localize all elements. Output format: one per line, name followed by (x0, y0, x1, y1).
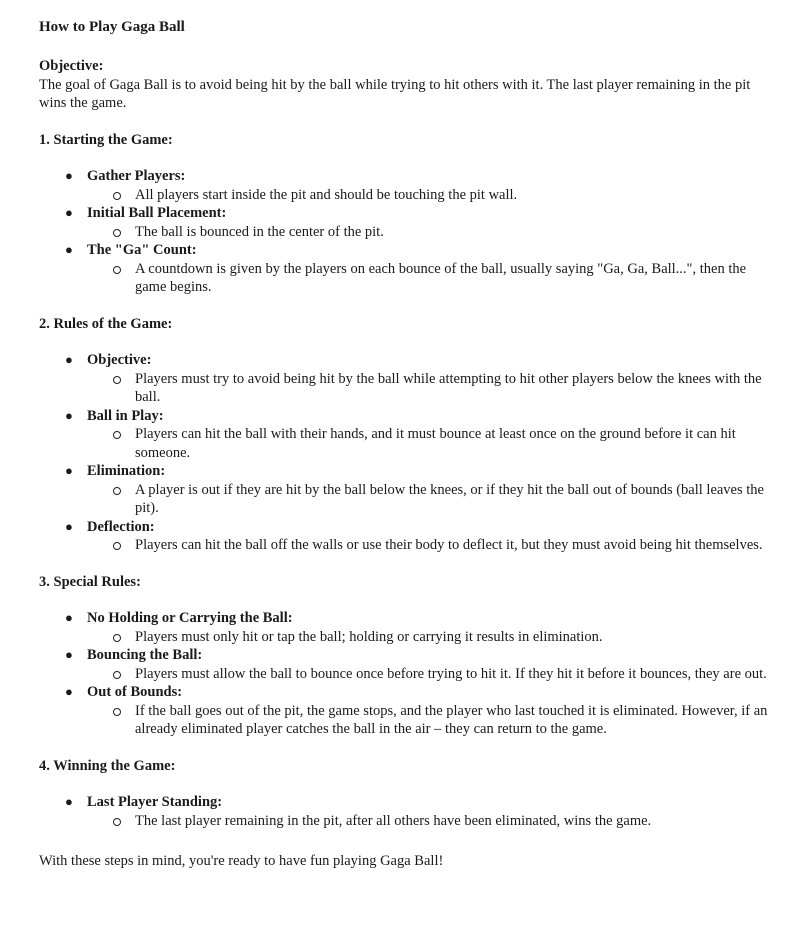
bullet-icon: ● (65, 794, 73, 809)
list-item (65, 462, 769, 518)
bullet-icon: ● (65, 352, 73, 367)
sub-item (135, 702, 769, 739)
circle-bullet-icon (113, 266, 121, 274)
bullet-icon: ● (65, 168, 73, 183)
sub-item (135, 260, 769, 297)
sub-item (135, 223, 769, 242)
section-winning (39, 757, 769, 831)
list-item (65, 793, 769, 830)
circle-bullet-icon (113, 542, 121, 550)
item-label: Bouncing the Ball: (87, 647, 203, 663)
sub-item (135, 812, 769, 831)
list-item (65, 609, 769, 646)
sub-item (135, 536, 769, 555)
section-heading: 1. Starting the Game: (39, 131, 173, 148)
item-detail: Players can hit the ball with their hands, and it must bounce at least once on the ground before it can hit someone. (135, 426, 736, 461)
section-item-list (39, 793, 769, 830)
item-detail: Players must try to avoid being hit by the ball while attempting to hit other players below the knees with the ball. (135, 370, 762, 405)
item-label: Last Player Standing: (87, 794, 223, 810)
document-title: How to Play Gaga Ball (39, 19, 185, 35)
sub-item (135, 481, 769, 518)
sub-item (135, 186, 769, 205)
item-label: Elimination: (87, 463, 166, 479)
item-detail: The last player remaining in the pit, after all others have been eliminated, wins the game. (135, 812, 652, 829)
list-item (65, 518, 769, 555)
item-detail: Players must only hit or tap the ball; holding or carrying it results in elimination. (135, 628, 603, 645)
section-item-list (39, 167, 769, 297)
item-detail: Players can hit the ball off the walls or use their body to deflect it, but they must avoid being hit themselves. (135, 537, 763, 553)
item-label: Ball in Play: (87, 407, 164, 424)
list-item (65, 646, 769, 683)
section-heading: 3. Special Rules: (39, 573, 141, 590)
section-item-list (39, 351, 769, 555)
circle-bullet-icon (113, 708, 121, 716)
document-page (39, 18, 769, 871)
bullet-icon: ● (65, 610, 73, 625)
bullet-icon: ● (65, 684, 73, 699)
list-item (65, 683, 769, 739)
circle-bullet-icon (113, 192, 121, 200)
bullet-icon: ● (65, 518, 73, 534)
list-item (65, 351, 769, 407)
section-rules (39, 315, 769, 555)
circle-bullet-icon (113, 229, 121, 237)
circle-bullet-icon (113, 634, 121, 642)
item-detail: The ball is bounced in the center of the pit. (135, 223, 384, 240)
item-detail: Players must allow the ball to bounce once before trying to hit it. If they hit it before it bounces, they are out. (135, 665, 767, 682)
item-label: No Holding or Carrying the Ball: (87, 610, 293, 626)
circle-bullet-icon (113, 376, 121, 384)
sub-item (135, 665, 769, 684)
item-label: Objective: (87, 352, 152, 368)
item-label: Out of Bounds: (87, 684, 183, 700)
list-item (65, 407, 769, 463)
bullet-icon: ● (65, 463, 73, 478)
circle-bullet-icon (113, 818, 121, 826)
circle-bullet-icon (113, 487, 121, 495)
item-label: Initial Ball Placement: (87, 205, 227, 221)
section-heading: 4. Winning the Game: (39, 757, 176, 774)
item-label: Gather Players: (87, 168, 186, 184)
item-detail: A countdown is given by the players on each bounce of the ball, usually saying "Ga, Ga, Ball...", then the game begins. (135, 260, 747, 295)
item-label: The "Ga" Count: (87, 242, 197, 258)
bullet-icon: ● (65, 205, 73, 220)
sub-item (135, 425, 769, 462)
list-item (65, 204, 769, 241)
section-starting (39, 131, 769, 297)
closing-text: With these steps in mind, you're ready to have fun playing Gaga Ball! (39, 853, 444, 869)
objective-block (39, 57, 769, 113)
bullet-icon: ● (65, 242, 73, 257)
objective-text: The goal of Gaga Ball is to avoid being hit by the ball while trying to hit others with it. The last player remaining in the pit wins the game. (39, 76, 751, 111)
item-detail: If the ball goes out of the pit, the game stops, and the player who last touched it is eliminated. However, if an already eliminated player catches the ball in the air – they can return to the game. (135, 702, 768, 737)
sub-item (135, 628, 769, 647)
objective-label: Objective: (39, 58, 104, 74)
item-detail: All players start inside the pit and should be touching the pit wall. (135, 186, 518, 203)
item-label: Deflection: (87, 518, 155, 535)
sub-item (135, 370, 769, 407)
section-special-rules (39, 573, 769, 739)
bullet-icon: ● (65, 647, 73, 662)
section-item-list (39, 609, 769, 739)
list-item (65, 167, 769, 204)
list-item (65, 241, 769, 297)
bullet-icon: ● (65, 407, 73, 423)
circle-bullet-icon (113, 671, 121, 679)
circle-bullet-icon (113, 431, 121, 439)
section-heading: 2. Rules of the Game: (39, 315, 173, 332)
item-detail: A player is out if they are hit by the ball below the knees, or if they hit the ball out of bounds (ball leaves the pit). (135, 481, 764, 516)
